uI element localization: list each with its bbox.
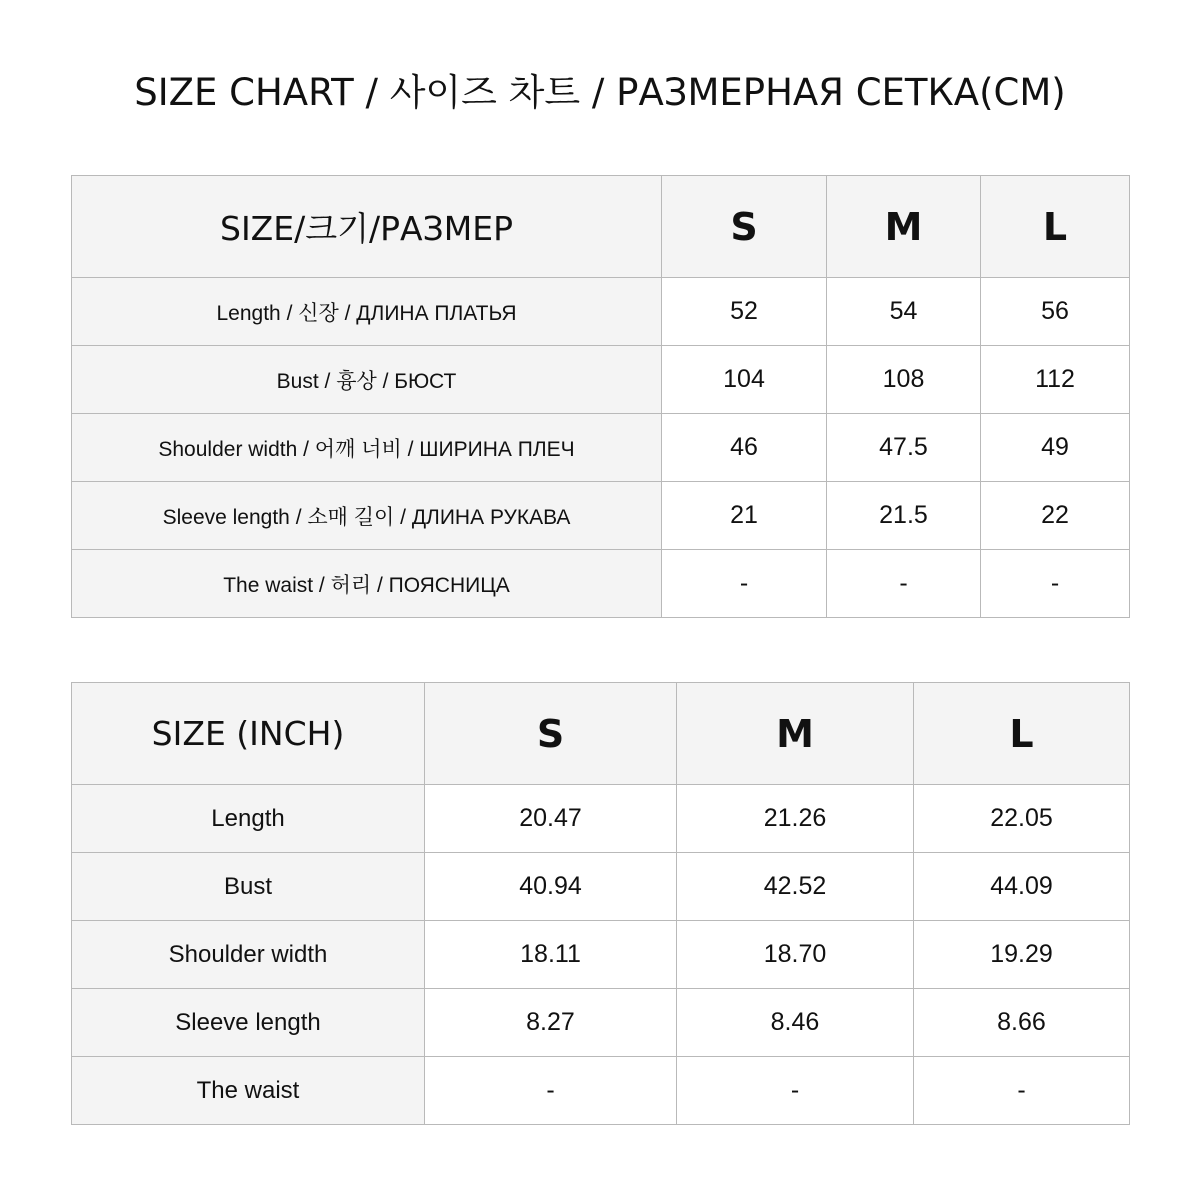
value-cell: 44.09 [914, 853, 1130, 921]
value-cell: - [827, 550, 981, 618]
table-row [72, 278, 1130, 346]
table-row [72, 853, 1130, 921]
table-row [72, 989, 1130, 1057]
table-header-row [72, 683, 1130, 785]
row-label: Bust / 흉상 / БЮСТ [72, 346, 662, 414]
size-header-m: M [827, 176, 981, 278]
table-row [72, 550, 1130, 618]
value-cell: 52 [662, 278, 827, 346]
value-cell: 108 [827, 346, 981, 414]
table-row [72, 482, 1130, 550]
size-header-s: S [425, 683, 677, 785]
value-cell: 8.27 [425, 989, 677, 1057]
value-cell: - [425, 1057, 677, 1125]
size-header-s: S [662, 176, 827, 278]
row-label: Bust [72, 853, 425, 921]
value-cell: 22.05 [914, 785, 1130, 853]
value-cell: 22 [981, 482, 1130, 550]
row-label: The waist / 허리 / ПОЯСНИЦА [72, 550, 662, 618]
value-cell: 18.70 [677, 921, 914, 989]
size-header-l: L [981, 176, 1130, 278]
value-cell: 21.26 [677, 785, 914, 853]
table-row [72, 785, 1130, 853]
size-table-inch [71, 682, 1130, 1125]
value-cell: 104 [662, 346, 827, 414]
value-cell: 47.5 [827, 414, 981, 482]
table-row [72, 1057, 1130, 1125]
size-header-m: M [677, 683, 914, 785]
value-cell: 19.29 [914, 921, 1130, 989]
value-cell: 49 [981, 414, 1130, 482]
value-cell: - [662, 550, 827, 618]
value-cell: 8.66 [914, 989, 1130, 1057]
row-label: Sleeve length / 소매 길이 / ДЛИНА РУКАВА [72, 482, 662, 550]
value-cell: 42.52 [677, 853, 914, 921]
table-header-row [72, 176, 1130, 278]
size-header-l: L [914, 683, 1130, 785]
value-cell: 56 [981, 278, 1130, 346]
value-cell: 8.46 [677, 989, 914, 1057]
table-row [72, 921, 1130, 989]
row-label: Sleeve length [72, 989, 425, 1057]
row-label: Length [72, 785, 425, 853]
row-label: Length / 신장 / ДЛИНА ПЛАТЬЯ [72, 278, 662, 346]
value-cell: 21 [662, 482, 827, 550]
table-row [72, 346, 1130, 414]
value-cell: 112 [981, 346, 1130, 414]
value-cell: 40.94 [425, 853, 677, 921]
value-cell: 21.5 [827, 482, 981, 550]
value-cell: - [914, 1057, 1130, 1125]
page-title: SIZE CHART / 사이즈 차트 / РАЗМЕРНАЯ СЕТКА(CM) [134, 71, 1066, 114]
row-label: Shoulder width / 어깨 너비 / ШИРИНА ПЛЕЧ [72, 414, 662, 482]
value-cell: - [981, 550, 1130, 618]
value-cell: 46 [662, 414, 827, 482]
size-table-cm [71, 175, 1130, 618]
value-cell: - [677, 1057, 914, 1125]
value-cell: 18.11 [425, 921, 677, 989]
table-row [72, 414, 1130, 482]
value-cell: 20.47 [425, 785, 677, 853]
row-label: Shoulder width [72, 921, 425, 989]
row-label: The waist [72, 1057, 425, 1125]
value-cell: 54 [827, 278, 981, 346]
size-header-label: SIZE/크기/РАЗМЕР [72, 176, 662, 278]
size-header-label: SIZE (INCH) [72, 683, 425, 785]
